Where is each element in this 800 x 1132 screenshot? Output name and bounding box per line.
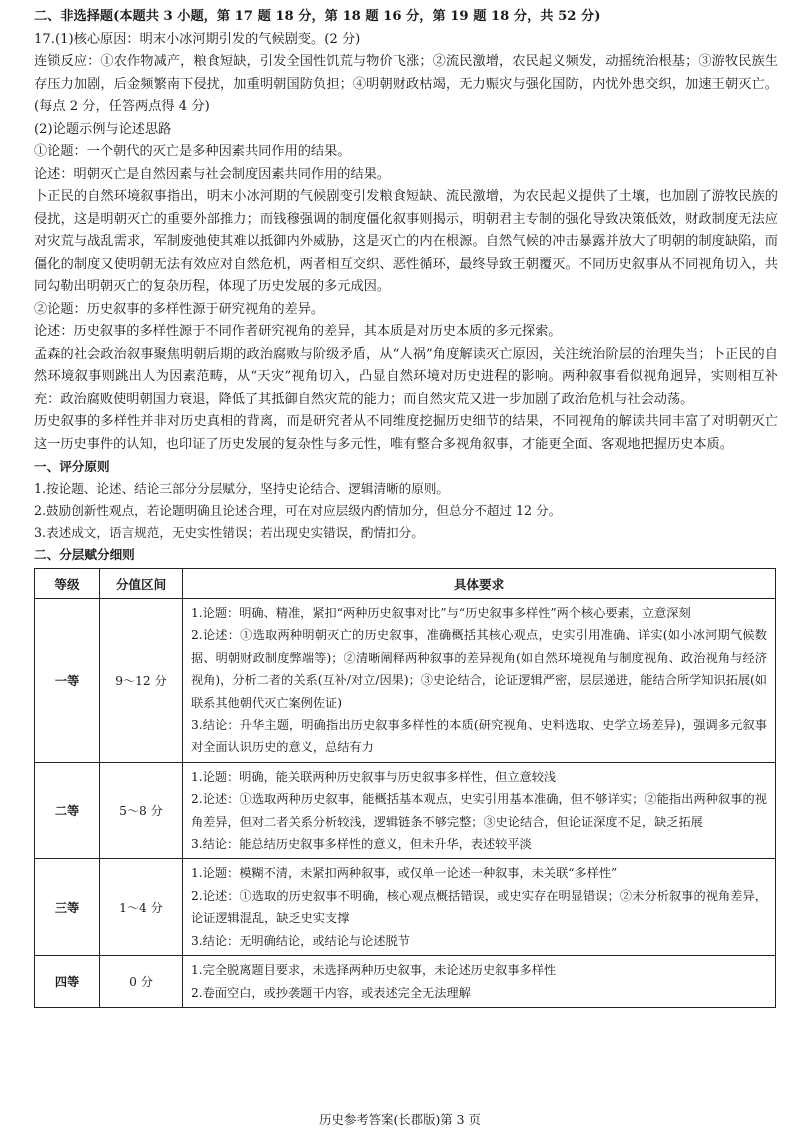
table-row xyxy=(35,762,776,859)
requirements-cell xyxy=(183,762,776,859)
score-range: 5～8 分 xyxy=(100,762,183,859)
table-row xyxy=(35,859,776,956)
requirement-item: 1.完全脱离题目要求，未选择两种历史叙事，未论述历史叙事多样性 xyxy=(191,963,557,978)
table-row xyxy=(35,599,776,763)
header-requirements: 具体要求 xyxy=(183,569,776,599)
q17-part1-core: 17.(1)核心原因：明末小冰河期引发的气候剧变。(2 分) xyxy=(34,31,361,47)
requirement-item: 3.结论：无明确结论，或结论与论述脱节 xyxy=(191,933,410,948)
principle-item: 3.表述成文，语言规范，无史实性错误；若出现史实错误，酌情扣分。 xyxy=(34,525,424,540)
requirement-item: 2.论述：①选取两种明朝灭亡的历史叙事，准确概括其核心观点，史实引用准确、详实(如小冰河期气候数据、明朝财政制度弊端等)；②清晰阐释两种叙事的差异视角(如自然环境视角与制度视角、政治视角与经济视角)，分析二者的关系(互补/对立/因果)；③史论结合，论证逻辑严密，层层递进，能结合所学知识拓展(如联系其他朝代灭亡案例佐证) xyxy=(191,628,767,710)
score-range: 9～12 分 xyxy=(100,599,183,763)
grade-level: 四等 xyxy=(35,956,100,1008)
q17-part1-chain: 连锁反应：①农作物减产，粮食短缺，引发全国性饥荒与物价飞涨；②流民激增，农民起义频发，动摇统治根基；③游牧民族生存压力加剧，后金频繁南下侵扰，加重明朝国防负担；④明朝财政枯竭，无力赈灾与强化国防，内忧外患交织，加速王朝灭亡。(每点 2 分，任答两点得 4 分) xyxy=(34,54,778,114)
table-row xyxy=(35,956,776,1008)
grade-level: 一等 xyxy=(35,599,100,763)
grade-level: 三等 xyxy=(35,859,100,956)
grade-level: 二等 xyxy=(35,762,100,859)
score-range: 1～4 分 xyxy=(100,859,183,956)
thesis-2: ②论题：历史叙事的多样性源于研究视角的差异。 xyxy=(34,301,325,317)
requirement-item: 2.卷面空白，或抄袭题干内容，或表述完全无法理解 xyxy=(191,985,471,1000)
q17-part2-title: (2)论题示例与论述思路 xyxy=(34,121,172,137)
principle-item: 1.按论题、论述、结论三部分分层赋分，坚持史论结合、逻辑清晰的原则。 xyxy=(34,481,450,496)
requirement-item: 2.论述：①选取的历史叙事不明确，核心观点概括错误，或史实存在明显错误；②未分析叙事的视角差异，论证逻辑混乱，缺乏史实支撑 xyxy=(191,888,767,926)
requirement-item: 1.论题：明确、精准，紧扣“两种历史叙事对比”与“历史叙事多样性”两个核心要素，立意深刻 xyxy=(191,606,691,620)
grading-table xyxy=(34,568,776,1008)
table-header-row xyxy=(35,569,776,599)
argument-2-conclusion: 历史叙事的多样性并非对历史真相的背离，而是研究者从不同维度挖掘历史细节的结果，不同视角的解读共同丰富了对明朝灭亡这一历史事件的认知，也印证了历史发展的复杂性与多元性，唯有整合多视角叙事，才能更全面、客观地把握历史本质。 xyxy=(34,414,778,452)
argument-1-body: 卜正民的自然环境叙事指出，明末小冰河期的气候剧变引发粮食短缺、流民激增，为农民起义提供了土壤，也加剧了游牧民族的侵扰，这是明朝灭亡的重要外部推力；而钱穆强调的制度僵化叙事则揭示，明朝君主专制的强化导致决策低效，财政制度无法应对灾荒与战乱需求，军制废弛使其难以抵御内外威胁，这是灭亡的内在根源。自然气候的冲击暴露并放大了明朝的制度缺陷，而僵化的制度又使明朝无法有效应对自然危机，两者相互交织、恶性循环，最终导致王朝覆灭。不同历史叙事从不同视角切入，共同勾勒出明朝灭亡的复杂历程，体现了历史发展的多元成因。 xyxy=(34,189,778,294)
requirement-item: 1.论题：模糊不清，未紧扣两种叙事，或仅单一论述一种叙事，未关联“多样性” xyxy=(191,866,618,881)
argument-2: 论述：历史叙事的多样性源于不同作者研究视角的差异，其本质是对历史本质的多元探索。 xyxy=(34,324,562,339)
requirements-cell xyxy=(183,956,776,1008)
page-footer: 历史参考答案(长郡版)第 3 页 xyxy=(319,1112,481,1127)
requirements-cell xyxy=(183,859,776,956)
argument-2-body: 孟森的社会政治叙事聚焦明朝后期的政治腐败与阶级矛盾，从“人祸”角度解读灭亡原因，关注统治阶层的治理失当；卜正民的自然环境叙事则跳出人为因素范畴，从“天灾”视角切入，凸显自然环境对历史进程的影响。两种叙事看似视角迥异，实则相互补充：政治腐败使明朝国力衰退，降低了其抵御自然灾荒的能力；而自然灾荒又进一步加剧了政治危机与社会动荡。 xyxy=(34,346,778,407)
argument-1: 论述：明朝灭亡是自然因素与社会制度因素共同作用的结果。 xyxy=(34,166,391,182)
score-range: 0 分 xyxy=(100,956,183,1008)
requirement-item: 2.论述：①选取两种历史叙事，能概括基本观点，史实引用基本准确，但不够详实；②能指出两种叙事的视角差异，但对二者关系分析较浅，逻辑链条不够完整；③史论结合，但论证深度不足，缺乏拓展 xyxy=(191,792,767,829)
principles-title: 一、评分原则 xyxy=(34,459,110,474)
requirement-item: 1.论题：明确，能关联两种历史叙事与历史叙事多样性，但立意较浅 xyxy=(191,769,557,784)
header-range: 分值区间 xyxy=(100,569,183,599)
thesis-1: ①论题：一个朝代的灭亡是多种因素共同作用的结果。 xyxy=(34,144,351,159)
requirement-item: 3.结论：升华主题，明确指出历史叙事多样性的本质(研究视角、史料选取、史学立场差异)，强调多元叙事对全面认识历史的意义，总结有力 xyxy=(191,718,767,755)
section-header: 二、非选择题(本题共 3 小题，第 17 题 18 分，第 18 题 16 分，第 19 题 18 分，共 52 分) xyxy=(34,9,601,24)
details-title: 二、分层赋分细则 xyxy=(34,547,135,562)
requirement-item: 3.结论：能总结历史叙事多样性的意义，但未升华，表述较平淡 xyxy=(191,837,532,852)
answer-page xyxy=(34,6,778,1008)
requirements-cell xyxy=(183,599,776,763)
principle-item: 2.鼓励创新性观点，若论题明确且论述合理，可在对应层级内酌情加分，但总分不超过 12 分。 xyxy=(34,503,562,518)
header-level: 等级 xyxy=(35,569,100,599)
